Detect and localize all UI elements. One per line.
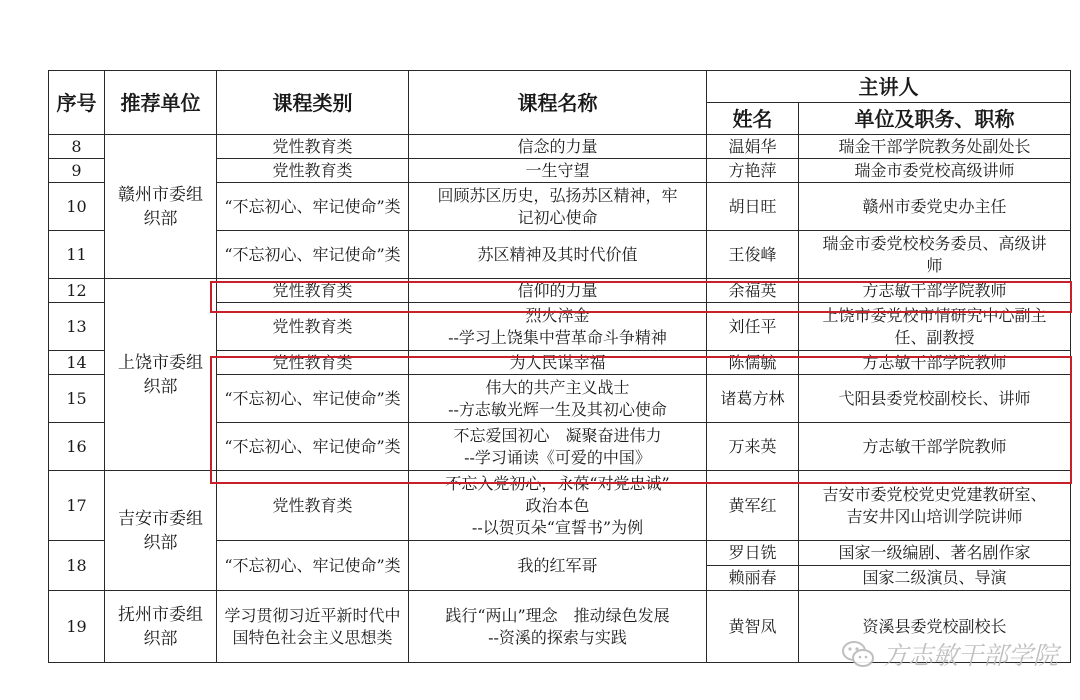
position-line: 吉安井冈山培训学院讲师 [846, 506, 1023, 526]
speaker-name: 王俊峰 [707, 231, 799, 279]
position-line: 吉安市委党校党史党建教研室、 [822, 484, 1047, 504]
course-line: 一生守望 [525, 160, 590, 180]
seq-cell: 12 [49, 279, 105, 303]
header-category: 课程类别 [217, 71, 409, 135]
position-line: 弋阳县委党校副校长、讲师 [838, 388, 1031, 408]
seq-cell: 18 [49, 541, 105, 591]
course-cell [409, 159, 707, 183]
course-cell [409, 351, 707, 375]
course-cell [409, 135, 707, 159]
speaker-name: 黄军红 [707, 471, 799, 541]
seq-cell: 8 [49, 135, 105, 159]
unit-cell-ganzhou: 赣州市委组织部 [105, 135, 217, 279]
position-line: 瑞金干部学院教务处副处长 [838, 136, 1031, 156]
speaker-position [799, 541, 1071, 566]
speaker-name: 罗日铣 [707, 541, 799, 566]
unit-cell-jian: 吉安市委组织部 [105, 471, 217, 591]
speaker-name: 温娟华 [707, 135, 799, 159]
category-cell: “不忘初心、牢记使命”类 [217, 541, 409, 591]
category-cell: “不忘初心、牢记使命”类 [217, 183, 409, 231]
course-line: 我的红军哥 [517, 555, 598, 575]
position-line: 方志敏干部学院教师 [862, 280, 1007, 300]
course-line: 烈火淬金 [525, 305, 590, 325]
course-line: 为人民谋幸福 [509, 352, 606, 372]
speaker-position [799, 135, 1071, 159]
speaker-name: 余福英 [707, 279, 799, 303]
speaker-name: 万来英 [707, 423, 799, 471]
category-cell: 党性教育类 [217, 135, 409, 159]
course-line: 苏区精神及其时代价值 [477, 244, 638, 264]
position-line: 资溪县委党校副校长 [862, 616, 1007, 636]
speaker-position [799, 231, 1071, 279]
speaker-name: 刘任平 [707, 303, 799, 351]
course-line: 信念的力量 [517, 136, 598, 156]
position-line: 上饶市委党校市情研究中心副主 [822, 305, 1047, 325]
seq-cell: 17 [49, 471, 105, 541]
course-line: --方志敏光辉一生及其初心使命 [448, 399, 667, 419]
position-line: 师 [926, 255, 943, 275]
category-cell: 党性教育类 [217, 351, 409, 375]
speaker-position [799, 303, 1071, 351]
course-cell [409, 279, 707, 303]
speaker-name: 黄智凤 [707, 591, 799, 663]
position-line: 方志敏干部学院教师 [862, 436, 1007, 456]
course-cell [409, 423, 707, 471]
category-cell: “不忘初心、牢记使命”类 [217, 231, 409, 279]
course-cell [409, 591, 707, 663]
course-cell [409, 231, 707, 279]
speaker-name: 诸葛方林 [707, 375, 799, 423]
header-name: 姓名 [707, 103, 799, 135]
category-cell: 党性教育类 [217, 303, 409, 351]
seq-cell: 15 [49, 375, 105, 423]
course-line: 回顾苏区历史，弘扬苏区精神，牢 [437, 185, 678, 205]
table-row [49, 471, 1071, 541]
category-cell: 党性教育类 [217, 471, 409, 541]
seq-cell: 9 [49, 159, 105, 183]
seq-cell: 13 [49, 303, 105, 351]
speaker-position [799, 183, 1071, 231]
course-line: 政治本色 [525, 495, 590, 515]
table-row [49, 135, 1071, 159]
speaker-position [799, 423, 1071, 471]
watermark-text: 方志敏干部学院 [882, 641, 1058, 670]
position-line: 国家一级编剧、著名剧作家 [838, 543, 1031, 562]
category-cell: 党性教育类 [217, 159, 409, 183]
course-line: 伟大的共产主义战士 [485, 377, 630, 397]
header-unit: 推荐单位 [105, 71, 217, 135]
header-position: 单位及职务、职称 [799, 103, 1071, 135]
wechat-icon [841, 639, 875, 669]
course-line: --学习上饶集中营革命斗争精神 [448, 327, 667, 347]
course-cell [409, 541, 707, 591]
speaker-name: 赖丽春 [707, 566, 799, 591]
seq-cell: 14 [49, 351, 105, 375]
header-speaker: 主讲人 [707, 71, 1071, 103]
course-line: 记初心使命 [517, 207, 598, 227]
unit-cell-shangrao: 上饶市委组织部 [105, 279, 217, 471]
speaker-position [799, 471, 1071, 541]
seq-cell: 16 [49, 423, 105, 471]
course-line: --以贺页朵“宣誓书”为例 [471, 517, 644, 537]
table-row [49, 279, 1071, 303]
position-line: 赣州市委党史办主任 [862, 196, 1007, 216]
position-line: 国家二级演员、导演 [862, 568, 1007, 587]
category-cell: “不忘初心、牢记使命”类 [217, 375, 409, 423]
course-line: --学习诵读《可爱的中国》 [464, 447, 651, 467]
course-cell [409, 303, 707, 351]
header-course: 课程名称 [409, 71, 707, 135]
watermark [841, 636, 1058, 672]
category-cell: “不忘初心、牢记使命”类 [217, 423, 409, 471]
position-line: 任、副教授 [894, 327, 975, 347]
course-cell [409, 183, 707, 231]
category-cell: 学习贯彻习近平新时代中国特色社会主义思想类 [217, 591, 409, 663]
position-line: 方志敏干部学院教师 [862, 352, 1007, 372]
course-cell [409, 471, 707, 541]
speaker-position [799, 375, 1071, 423]
course-line: 不忘爱国初心 凝聚奋进伟力 [453, 425, 662, 445]
unit-cell-fuzhou: 抚州市委组织部 [105, 591, 217, 663]
header-seq: 序号 [49, 71, 105, 135]
speaker-position [799, 351, 1071, 375]
course-table [48, 70, 1071, 663]
seq-cell: 11 [49, 231, 105, 279]
speaker-position [799, 279, 1071, 303]
course-line: --资溪的探索与实践 [488, 627, 627, 647]
course-line: 不忘入党初心，永葆“对党忠诚” [445, 473, 670, 493]
speaker-name: 胡日旺 [707, 183, 799, 231]
speaker-name: 陈儒毓 [707, 351, 799, 375]
seq-cell: 19 [49, 591, 105, 663]
speaker-position [799, 159, 1071, 183]
course-line: 信仰的力量 [517, 280, 598, 300]
position-line: 瑞金市委党校高级讲师 [854, 160, 1015, 180]
speaker-name: 方艳萍 [707, 159, 799, 183]
seq-cell: 10 [49, 183, 105, 231]
position-line: 瑞金市委党校校务委员、高级讲 [822, 233, 1047, 253]
course-cell [409, 375, 707, 423]
speaker-position [799, 566, 1071, 591]
category-cell: 党性教育类 [217, 279, 409, 303]
course-line: 践行“两山”理念 推动绿色发展 [445, 605, 670, 625]
